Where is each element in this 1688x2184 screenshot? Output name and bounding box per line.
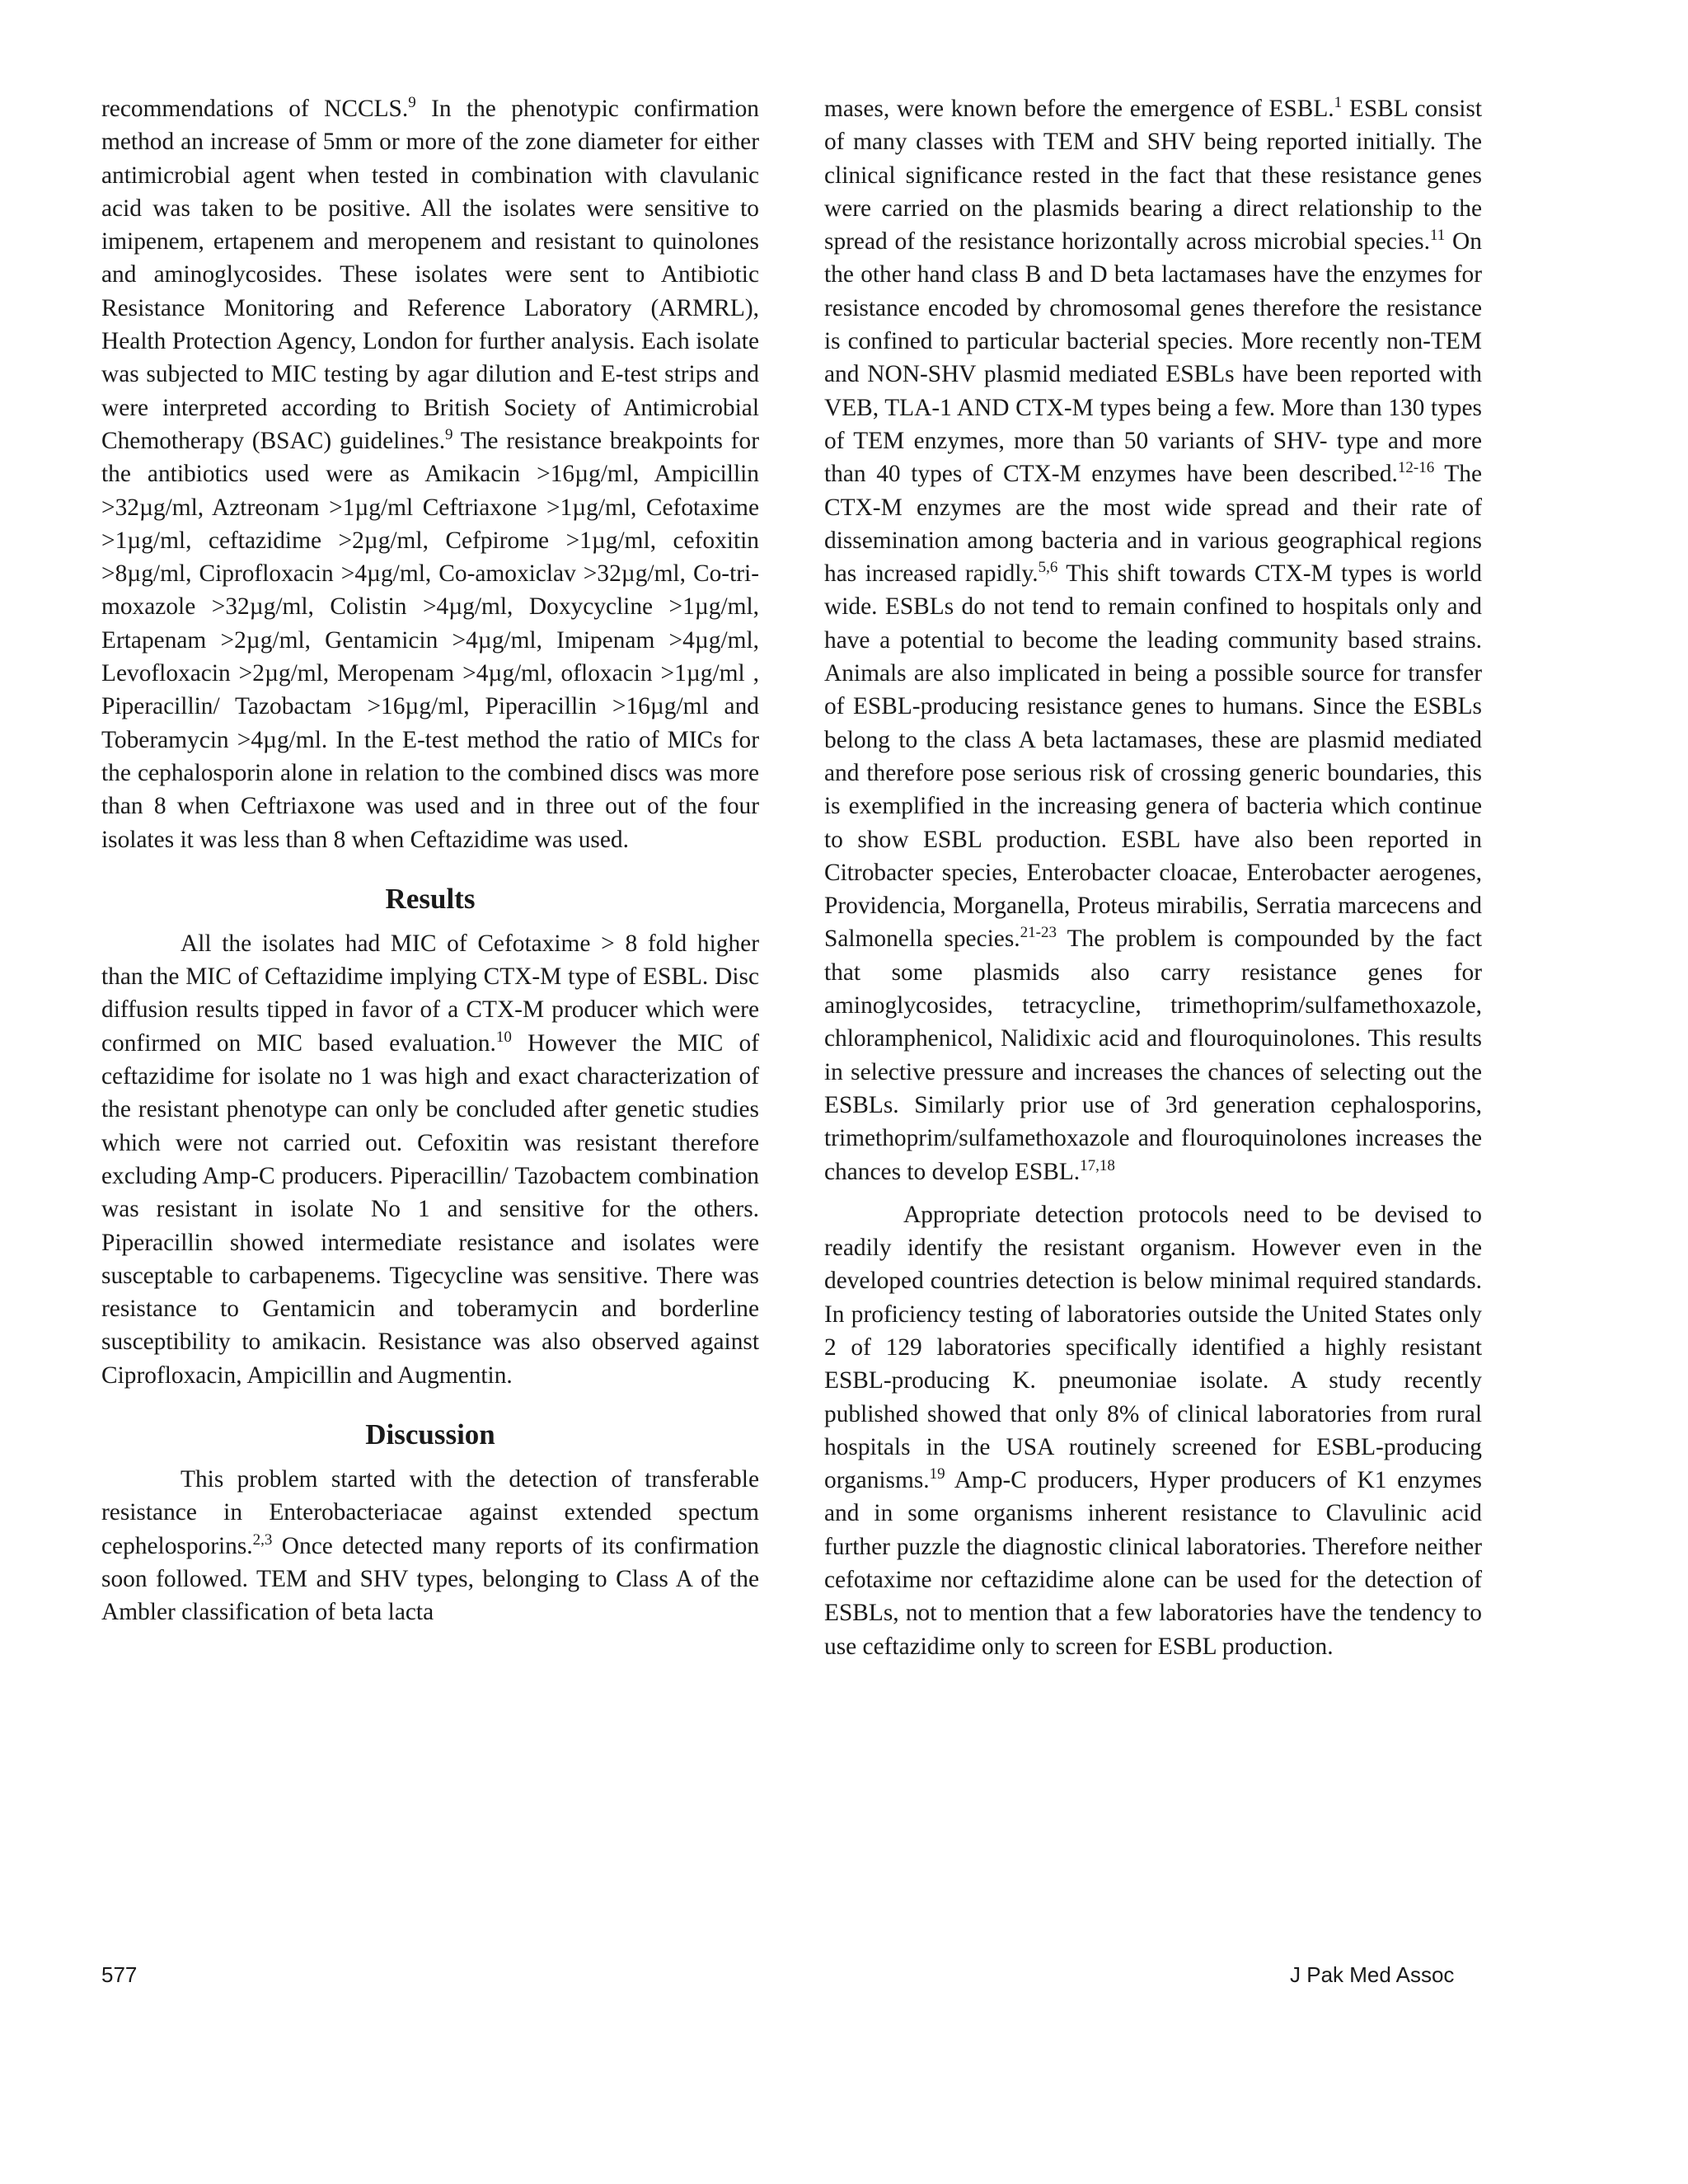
citation: 1 [1334,94,1343,111]
citation: 12-16 [1397,459,1435,477]
citation: 21-23 [1020,924,1057,942]
discussion-paragraph-start: This problem started with the detection of transferable resistance in Enterobacteriacae against extended spectum cephelosporins.$^{2,3}$ Once detected many reports of its confirmation soon followed. TEM and SHV types, belonging to Class A of the Ambler classification of beta lacta [101,1465,759,1626]
citation: 11 [1429,227,1446,245]
discussion-heading: Discussion [365,1418,495,1451]
citation: 19 [929,1465,945,1483]
detection-paragraph: Appropriate detection protocols need to be devised to readily identify the resistant organism. However even in the developed countries detection is below minimal required standards. In proficiency testing of laboratories outside the United States only 2 of 129 laboratories specifically identified a highly resistant ESBL-producing K. pneumoniae isolate. A study recently published showed that only 8% of clinical laboratories from rural hospitals in the USA routinely screened for ESBL-producing organisms.$^{19}$ Amp-C producers, Hyper producers of K1 enzymes and in some organisms inherent resistance to Clavulinic acid further puzzle the diagnostic clinical laboratories. Therefore neither cefotaxime nor ceftazidime alone can be used for the detection of ESBLs, not to mention that a few laboratories have the tendency to use ceftazidime only to screen for ESBL production. [824,1201,1482,1660]
citation: 9 [408,94,416,111]
citation: 2,3 [252,1530,273,1549]
results-heading: Results [385,882,476,915]
citation: 5,6 [1038,559,1058,577]
results-paragraph: All the isolates had MIC of Cefotaxime > 8 fold higher than the MIC of Ceftazidime implying CTX-M type of ESBL. Disc diffusion results tipped in favor of a CTX-M producer which were confirmed on MIC based evaluation.$^{10}$ However the MIC of ceftazidime for isolate no 1 was high and exact characterization of the resistant phenotype can only be concluded after genetic studies which were not carried out. Cefoxitin was resistant therefore excluding Amp-C producers. Piperacillin/ Tazobactem combination was resistant in isolate No 1 and sensitive for the others. Piperacillin showed intermediate resistance and isolates were susceptable to carbapenems. Tigecycline was sensitive. There was resistance to Gentamicin and toberamycin and borderline susceptibility to amikacin. Resistance was also observed against Ciprofloxacin, Ampicillin and Augmentin. [101,930,759,1389]
citation: 10 [495,1028,512,1046]
methods-paragraph-end: recommendations of NCCLS.$^9$ In the phenotypic confirmation method an increase of 5mm or more of the zone diameter for either antimicrobial agent when tested in combination with clavulanic acid was taken to be positive. All the isolates were sensitive to imipenem, ertapenem and meropenem and resistant to quinolones and aminoglycosides. These isolates were sent to Antibiotic Resistance Monitoring and Reference Laboratory (ARMRL), Health Protection Agency, London for further analysis. Each isolate was subjected to MIC testing by agar dilution and E-test strips and were interpreted according to British Society of Antimicrobial Chemotherapy (BSAC) guidelines.$^9$ The resistance breakpoints for the antibiotics used were as Amikacin >16µg/ml, Ampicillin >32µg/ml, Aztreonam >1µg/ml Ceftriaxone >1µg/ml, Cefotaxime >1µg/ml, ceftazidime >2µg/ml, Cefpirome >1µg/ml, cefoxitin >8µg/ml, Ciprofloxacin >4µg/ml, Co-amoxiclav >32µg/ml, Co-trimoxazole >32µg/ml, Colistin >4µg/ml, Doxycycline >1µg/ml, Ertapenam >2µg/ml, Gentamicin >4µg/ml, Imipenam >4µg/ml, Levofloxacin >2µg/ml, Meropenam >4µg/ml, ofloxacin >1µg/ml , Piperacillin/ Tazobactam >16µg/ml, Piperacillin >16µg/ml and Toberamycin >4µg/ml. In the E-test method the ratio of MICs for the cephalosporin alone in relation to the combined discs was more than 8 when Ceftriaxone was used and in three out of the four isolates it was less than 8 when Ceftazidime was used. [101,94,759,853]
discussion-paragraph-continued: mases, were known before the emergence of ESBL.$^1$ ESBL consist of many classes with TEM and SHV being reported initially. The clinical significance rested in the fact that these resistance genes were carried on the plasmids bearing a direct relationship to the spread of the resistance horizontally across microbial species.$^{11}$ On the other hand class B and D beta lactamases have the enzymes for resistance encoded by chromosomal genes therefore the resistance is confined to particular bacterial species. More recently non-TEM and NON-SHV plasmid mediated ESBLs have been reported with VEB, TLA-1 AND CTX-M types being a few. More than 130 types of TEM enzymes, more than 50 variants of SHV- type and more than 40 types of CTX-M enzymes have been described.$^{12-16}$ The CTX-M enzymes are the most wide spread and their rate of dissemination among bacteria and in various geographical regions has increased rapidly.$^{5,6}$ This shift towards CTX-M types is world wide. ESBLs do not tend to remain confined to hospitals only and have a potential to become the leading community based strains. Animals are also implicated in being a possible source for transfer of ESBL-producing resistance genes to humans. Since the ESBLs belong to the class A beta lactamases, these are plasmid mediated and therefore pose serious risk of crossing generic boundaries, this is exemplified in the increasing genera of bacteria which continue to show ESBL production. ESBL have also been reported in Citrobacter species, Enterobacter cloacae, Enterobacter aerogenes, Providencia, Morganella, Proteus mirabilis, Serratia marcecens and Salmonella species.$^{21-23}$ The problem is compounded by the fact that some plasmids also carry resistance genes for aminoglycosides, tetracycline, trimethoprim/sulfamethoxazole, chloramphenicol, Nalidixic acid and flouroquinolones. This results in selective pressure and increases the chances of selecting out the ESBLs. Similarly prior use of 3rd generation cephalosporins, trimethoprim/sulfamethoxazole and flouroquinolones increases the chances to develop ESBL.$^{17,18}$ [824,94,1482,1185]
citation: 17,18 [1080,1156,1115,1174]
journal-name: J Pak Med Assoc [1290,1962,1455,1987]
page-number: 577 [101,1962,138,1987]
citation: 9 [445,425,453,443]
right-column [824,92,1482,1663]
left-column [101,92,759,1629]
